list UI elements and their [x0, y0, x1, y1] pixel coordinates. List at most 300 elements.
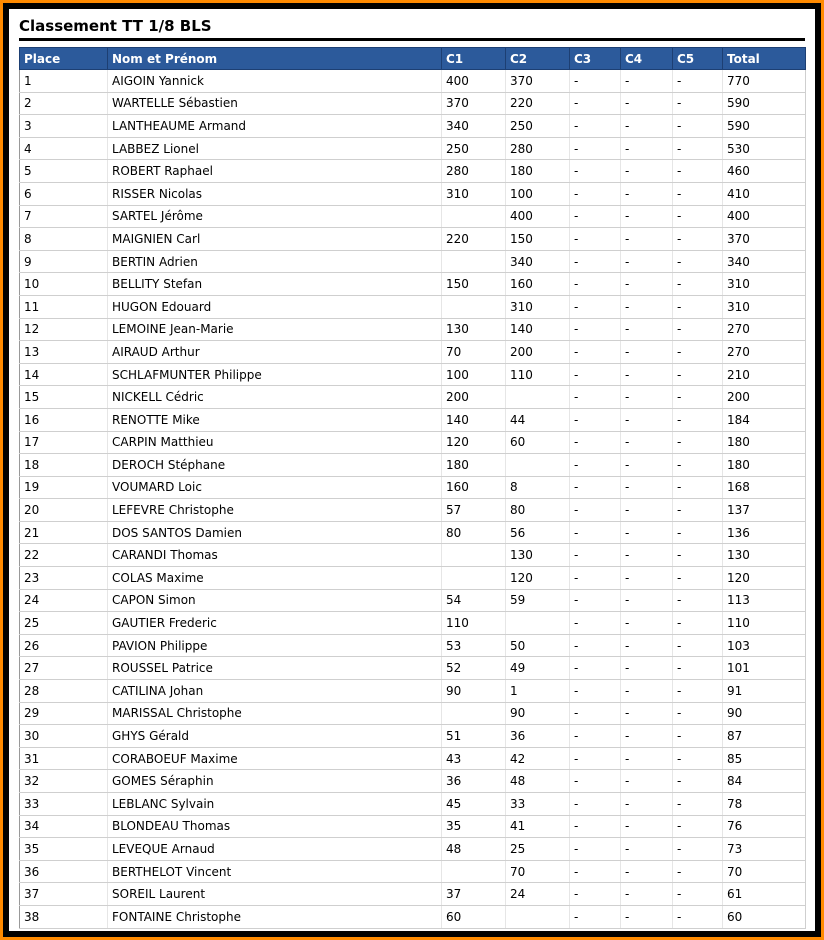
c3-cell: - [570, 70, 621, 93]
total-cell: 60 [723, 905, 806, 928]
c5-cell: - [673, 386, 723, 409]
c4-cell: - [621, 838, 673, 861]
total-cell: 200 [723, 386, 806, 409]
c3-cell: - [570, 680, 621, 703]
c2-cell: 110 [506, 363, 570, 386]
table-row [20, 815, 806, 838]
c5-cell: - [673, 793, 723, 816]
c1-cell: 54 [442, 589, 506, 612]
name-cell: LEBLANC Sylvain [108, 793, 442, 816]
total-cell: 180 [723, 454, 806, 477]
c3-cell: - [570, 521, 621, 544]
c5-cell: - [673, 815, 723, 838]
c4-cell: - [621, 137, 673, 160]
c3-cell: - [570, 115, 621, 138]
c5-cell: - [673, 431, 723, 454]
c2-cell: 50 [506, 634, 570, 657]
place-cell: 21 [20, 521, 108, 544]
table-row [20, 883, 806, 906]
c2-cell: 60 [506, 431, 570, 454]
place-cell: 9 [20, 250, 108, 273]
c5-cell: - [673, 341, 723, 364]
c4-cell: - [621, 228, 673, 251]
table-row [20, 431, 806, 454]
c2-cell: 41 [506, 815, 570, 838]
table-row [20, 70, 806, 93]
header-c3: C3 [570, 48, 621, 70]
table-row [20, 860, 806, 883]
total-cell: 310 [723, 295, 806, 318]
name-cell: ROUSSEL Patrice [108, 657, 442, 680]
c3-cell: - [570, 363, 621, 386]
name-cell: CARPIN Matthieu [108, 431, 442, 454]
c1-cell: 35 [442, 815, 506, 838]
c5-cell: - [673, 838, 723, 861]
table-row [20, 295, 806, 318]
table-row [20, 341, 806, 364]
total-cell: 78 [723, 793, 806, 816]
c2-cell [506, 386, 570, 409]
c2-cell: 1 [506, 680, 570, 703]
c1-cell [442, 702, 506, 725]
c3-cell: - [570, 815, 621, 838]
table-row [20, 793, 806, 816]
c1-cell: 37 [442, 883, 506, 906]
header-c4: C4 [621, 48, 673, 70]
c2-cell: 120 [506, 567, 570, 590]
total-cell: 590 [723, 92, 806, 115]
table-row [20, 567, 806, 590]
c4-cell: - [621, 182, 673, 205]
c5-cell: - [673, 589, 723, 612]
place-cell: 13 [20, 341, 108, 364]
place-cell: 4 [20, 137, 108, 160]
c4-cell: - [621, 273, 673, 296]
total-cell: 130 [723, 544, 806, 567]
c4-cell: - [621, 521, 673, 544]
place-cell: 27 [20, 657, 108, 680]
table-row [20, 770, 806, 793]
c5-cell: - [673, 544, 723, 567]
place-cell: 6 [20, 182, 108, 205]
c2-cell: 400 [506, 205, 570, 228]
total-cell: 530 [723, 137, 806, 160]
c4-cell: - [621, 476, 673, 499]
total-cell: 270 [723, 341, 806, 364]
c3-cell: - [570, 589, 621, 612]
c1-cell [442, 544, 506, 567]
c3-cell: - [570, 499, 621, 522]
table-row [20, 680, 806, 703]
c3-cell: - [570, 793, 621, 816]
place-cell: 18 [20, 454, 108, 477]
table-row [20, 318, 806, 341]
c5-cell: - [673, 115, 723, 138]
place-cell: 19 [20, 476, 108, 499]
total-cell: 110 [723, 612, 806, 635]
c4-cell: - [621, 860, 673, 883]
c2-cell: 24 [506, 883, 570, 906]
c4-cell: - [621, 205, 673, 228]
c1-cell [442, 860, 506, 883]
c4-cell: - [621, 793, 673, 816]
c3-cell: - [570, 295, 621, 318]
c5-cell: - [673, 657, 723, 680]
total-cell: 310 [723, 273, 806, 296]
c2-cell: 370 [506, 70, 570, 93]
c1-cell: 180 [442, 454, 506, 477]
name-cell: DEROCH Stéphane [108, 454, 442, 477]
c2-cell: 340 [506, 250, 570, 273]
place-cell: 32 [20, 770, 108, 793]
total-cell: 770 [723, 70, 806, 93]
table-row [20, 205, 806, 228]
name-cell: ROBERT Raphael [108, 160, 442, 183]
outer-frame [3, 3, 821, 937]
c4-cell: - [621, 544, 673, 567]
c2-cell: 80 [506, 499, 570, 522]
c2-cell: 70 [506, 860, 570, 883]
c1-cell: 43 [442, 747, 506, 770]
place-cell: 37 [20, 883, 108, 906]
name-cell: LEMOINE Jean-Marie [108, 318, 442, 341]
total-cell: 85 [723, 747, 806, 770]
c5-cell: - [673, 250, 723, 273]
c5-cell: - [673, 883, 723, 906]
c5-cell: - [673, 702, 723, 725]
c3-cell: - [570, 747, 621, 770]
place-cell: 33 [20, 793, 108, 816]
c2-cell: 140 [506, 318, 570, 341]
table-row [20, 250, 806, 273]
header-c1: C1 [442, 48, 506, 70]
c1-cell [442, 567, 506, 590]
name-cell: RENOTTE Mike [108, 408, 442, 431]
c1-cell: 130 [442, 318, 506, 341]
c1-cell: 310 [442, 182, 506, 205]
c3-cell: - [570, 273, 621, 296]
c4-cell: - [621, 92, 673, 115]
place-cell: 31 [20, 747, 108, 770]
title-divider [19, 38, 805, 41]
place-cell: 5 [20, 160, 108, 183]
name-cell: RISSER Nicolas [108, 182, 442, 205]
c2-cell: 25 [506, 838, 570, 861]
c3-cell: - [570, 544, 621, 567]
c3-cell: - [570, 92, 621, 115]
c1-cell [442, 295, 506, 318]
c1-cell: 370 [442, 92, 506, 115]
c4-cell: - [621, 815, 673, 838]
place-cell: 2 [20, 92, 108, 115]
c2-cell: 100 [506, 182, 570, 205]
c2-cell [506, 905, 570, 928]
c1-cell: 90 [442, 680, 506, 703]
c4-cell: - [621, 70, 673, 93]
c4-cell: - [621, 905, 673, 928]
name-cell: VOUMARD Loic [108, 476, 442, 499]
name-cell: SOREIL Laurent [108, 883, 442, 906]
total-cell: 168 [723, 476, 806, 499]
c3-cell: - [570, 838, 621, 861]
total-cell: 113 [723, 589, 806, 612]
c3-cell: - [570, 250, 621, 273]
c5-cell: - [673, 137, 723, 160]
name-cell: GOMES Séraphin [108, 770, 442, 793]
table-row [20, 657, 806, 680]
c2-cell: 280 [506, 137, 570, 160]
c2-cell: 220 [506, 92, 570, 115]
c1-cell: 140 [442, 408, 506, 431]
c1-cell: 120 [442, 431, 506, 454]
total-cell: 76 [723, 815, 806, 838]
c2-cell: 180 [506, 160, 570, 183]
c2-cell: 33 [506, 793, 570, 816]
c4-cell: - [621, 160, 673, 183]
place-cell: 3 [20, 115, 108, 138]
table-row [20, 182, 806, 205]
c1-cell: 80 [442, 521, 506, 544]
c3-cell: - [570, 137, 621, 160]
place-cell: 35 [20, 838, 108, 861]
c5-cell: - [673, 476, 723, 499]
c3-cell: - [570, 341, 621, 364]
name-cell: SARTEL Jérôme [108, 205, 442, 228]
total-cell: 370 [723, 228, 806, 251]
c1-cell: 220 [442, 228, 506, 251]
c2-cell: 49 [506, 657, 570, 680]
c4-cell: - [621, 702, 673, 725]
place-cell: 23 [20, 567, 108, 590]
table-row [20, 137, 806, 160]
name-cell: BLONDEAU Thomas [108, 815, 442, 838]
table-row [20, 363, 806, 386]
c1-cell: 53 [442, 634, 506, 657]
place-cell: 15 [20, 386, 108, 409]
c5-cell: - [673, 680, 723, 703]
c5-cell: - [673, 318, 723, 341]
name-cell: LANTHEAUME Armand [108, 115, 442, 138]
table-row [20, 725, 806, 748]
name-cell: MARISSAL Christophe [108, 702, 442, 725]
ranking-table [19, 47, 806, 929]
c4-cell: - [621, 883, 673, 906]
c5-cell: - [673, 860, 723, 883]
c5-cell: - [673, 70, 723, 93]
name-cell: WARTELLE Sébastien [108, 92, 442, 115]
table-row [20, 386, 806, 409]
total-cell: 210 [723, 363, 806, 386]
name-cell: MAIGNIEN Carl [108, 228, 442, 251]
c4-cell: - [621, 431, 673, 454]
total-cell: 91 [723, 680, 806, 703]
c4-cell: - [621, 657, 673, 680]
c3-cell: - [570, 883, 621, 906]
c1-cell: 52 [442, 657, 506, 680]
c1-cell: 51 [442, 725, 506, 748]
c3-cell: - [570, 634, 621, 657]
total-cell: 410 [723, 182, 806, 205]
name-cell: COLAS Maxime [108, 567, 442, 590]
c4-cell: - [621, 567, 673, 590]
c3-cell: - [570, 318, 621, 341]
c4-cell: - [621, 363, 673, 386]
c5-cell: - [673, 92, 723, 115]
c3-cell: - [570, 860, 621, 883]
table-row [20, 115, 806, 138]
place-cell: 17 [20, 431, 108, 454]
table-row [20, 521, 806, 544]
c1-cell: 70 [442, 341, 506, 364]
c5-cell: - [673, 228, 723, 251]
total-cell: 87 [723, 725, 806, 748]
c4-cell: - [621, 295, 673, 318]
table-row [20, 589, 806, 612]
total-cell: 120 [723, 567, 806, 590]
c5-cell: - [673, 454, 723, 477]
c1-cell: 340 [442, 115, 506, 138]
c2-cell: 150 [506, 228, 570, 251]
header-c2: C2 [506, 48, 570, 70]
c1-cell: 110 [442, 612, 506, 635]
table-row [20, 454, 806, 477]
place-cell: 8 [20, 228, 108, 251]
name-cell: LABBEZ Lionel [108, 137, 442, 160]
c4-cell: - [621, 680, 673, 703]
c3-cell: - [570, 725, 621, 748]
c4-cell: - [621, 634, 673, 657]
place-cell: 34 [20, 815, 108, 838]
total-cell: 180 [723, 431, 806, 454]
c3-cell: - [570, 431, 621, 454]
ranking-panel [9, 9, 815, 931]
place-cell: 22 [20, 544, 108, 567]
place-cell: 14 [20, 363, 108, 386]
c4-cell: - [621, 318, 673, 341]
header-place: Place [20, 48, 108, 70]
place-cell: 28 [20, 680, 108, 703]
c2-cell: 130 [506, 544, 570, 567]
c3-cell: - [570, 205, 621, 228]
c5-cell: - [673, 295, 723, 318]
total-cell: 101 [723, 657, 806, 680]
name-cell: BERTIN Adrien [108, 250, 442, 273]
c2-cell: 59 [506, 589, 570, 612]
table-row [20, 838, 806, 861]
c5-cell: - [673, 747, 723, 770]
c2-cell: 42 [506, 747, 570, 770]
c3-cell: - [570, 386, 621, 409]
c4-cell: - [621, 589, 673, 612]
c4-cell: - [621, 770, 673, 793]
c5-cell: - [673, 160, 723, 183]
c1-cell: 100 [442, 363, 506, 386]
total-cell: 590 [723, 115, 806, 138]
c4-cell: - [621, 612, 673, 635]
name-cell: LEVEQUE Arnaud [108, 838, 442, 861]
name-cell: CAPON Simon [108, 589, 442, 612]
c5-cell: - [673, 499, 723, 522]
name-cell: AIRAUD Arthur [108, 341, 442, 364]
name-cell: HUGON Edouard [108, 295, 442, 318]
c5-cell: - [673, 408, 723, 431]
c5-cell: - [673, 521, 723, 544]
page-title: Classement TT 1/8 BLS [19, 17, 212, 35]
c2-cell: 48 [506, 770, 570, 793]
table-header-row [20, 48, 806, 70]
c3-cell: - [570, 612, 621, 635]
name-cell: GHYS Gérald [108, 725, 442, 748]
c1-cell: 200 [442, 386, 506, 409]
c1-cell: 250 [442, 137, 506, 160]
c1-cell: 160 [442, 476, 506, 499]
c5-cell: - [673, 567, 723, 590]
c5-cell: - [673, 634, 723, 657]
c2-cell: 250 [506, 115, 570, 138]
c5-cell: - [673, 273, 723, 296]
c5-cell: - [673, 205, 723, 228]
c4-cell: - [621, 341, 673, 364]
c3-cell: - [570, 657, 621, 680]
c4-cell: - [621, 408, 673, 431]
total-cell: 90 [723, 702, 806, 725]
c4-cell: - [621, 454, 673, 477]
place-cell: 25 [20, 612, 108, 635]
name-cell: GAUTIER Frederic [108, 612, 442, 635]
c2-cell: 200 [506, 341, 570, 364]
total-cell: 70 [723, 860, 806, 883]
table-row [20, 476, 806, 499]
c1-cell: 57 [442, 499, 506, 522]
table-row [20, 160, 806, 183]
c4-cell: - [621, 725, 673, 748]
name-cell: NICKELL Cédric [108, 386, 442, 409]
total-cell: 460 [723, 160, 806, 183]
c3-cell: - [570, 182, 621, 205]
table-row [20, 499, 806, 522]
place-cell: 24 [20, 589, 108, 612]
c2-cell: 90 [506, 702, 570, 725]
table-row [20, 747, 806, 770]
name-cell: CORABOEUF Maxime [108, 747, 442, 770]
c4-cell: - [621, 250, 673, 273]
c3-cell: - [570, 476, 621, 499]
place-cell: 36 [20, 860, 108, 883]
place-cell: 29 [20, 702, 108, 725]
c3-cell: - [570, 228, 621, 251]
total-cell: 184 [723, 408, 806, 431]
name-cell: CARANDI Thomas [108, 544, 442, 567]
table-row [20, 273, 806, 296]
c1-cell: 150 [442, 273, 506, 296]
header-c5: C5 [673, 48, 723, 70]
c4-cell: - [621, 499, 673, 522]
c3-cell: - [570, 905, 621, 928]
c3-cell: - [570, 160, 621, 183]
c2-cell: 160 [506, 273, 570, 296]
total-cell: 61 [723, 883, 806, 906]
c2-cell [506, 612, 570, 635]
c2-cell [506, 454, 570, 477]
c2-cell: 310 [506, 295, 570, 318]
name-cell: SCHLAFMUNTER Philippe [108, 363, 442, 386]
place-cell: 7 [20, 205, 108, 228]
c4-cell: - [621, 386, 673, 409]
table-row [20, 702, 806, 725]
name-cell: FONTAINE Christophe [108, 905, 442, 928]
c5-cell: - [673, 770, 723, 793]
table-row [20, 612, 806, 635]
